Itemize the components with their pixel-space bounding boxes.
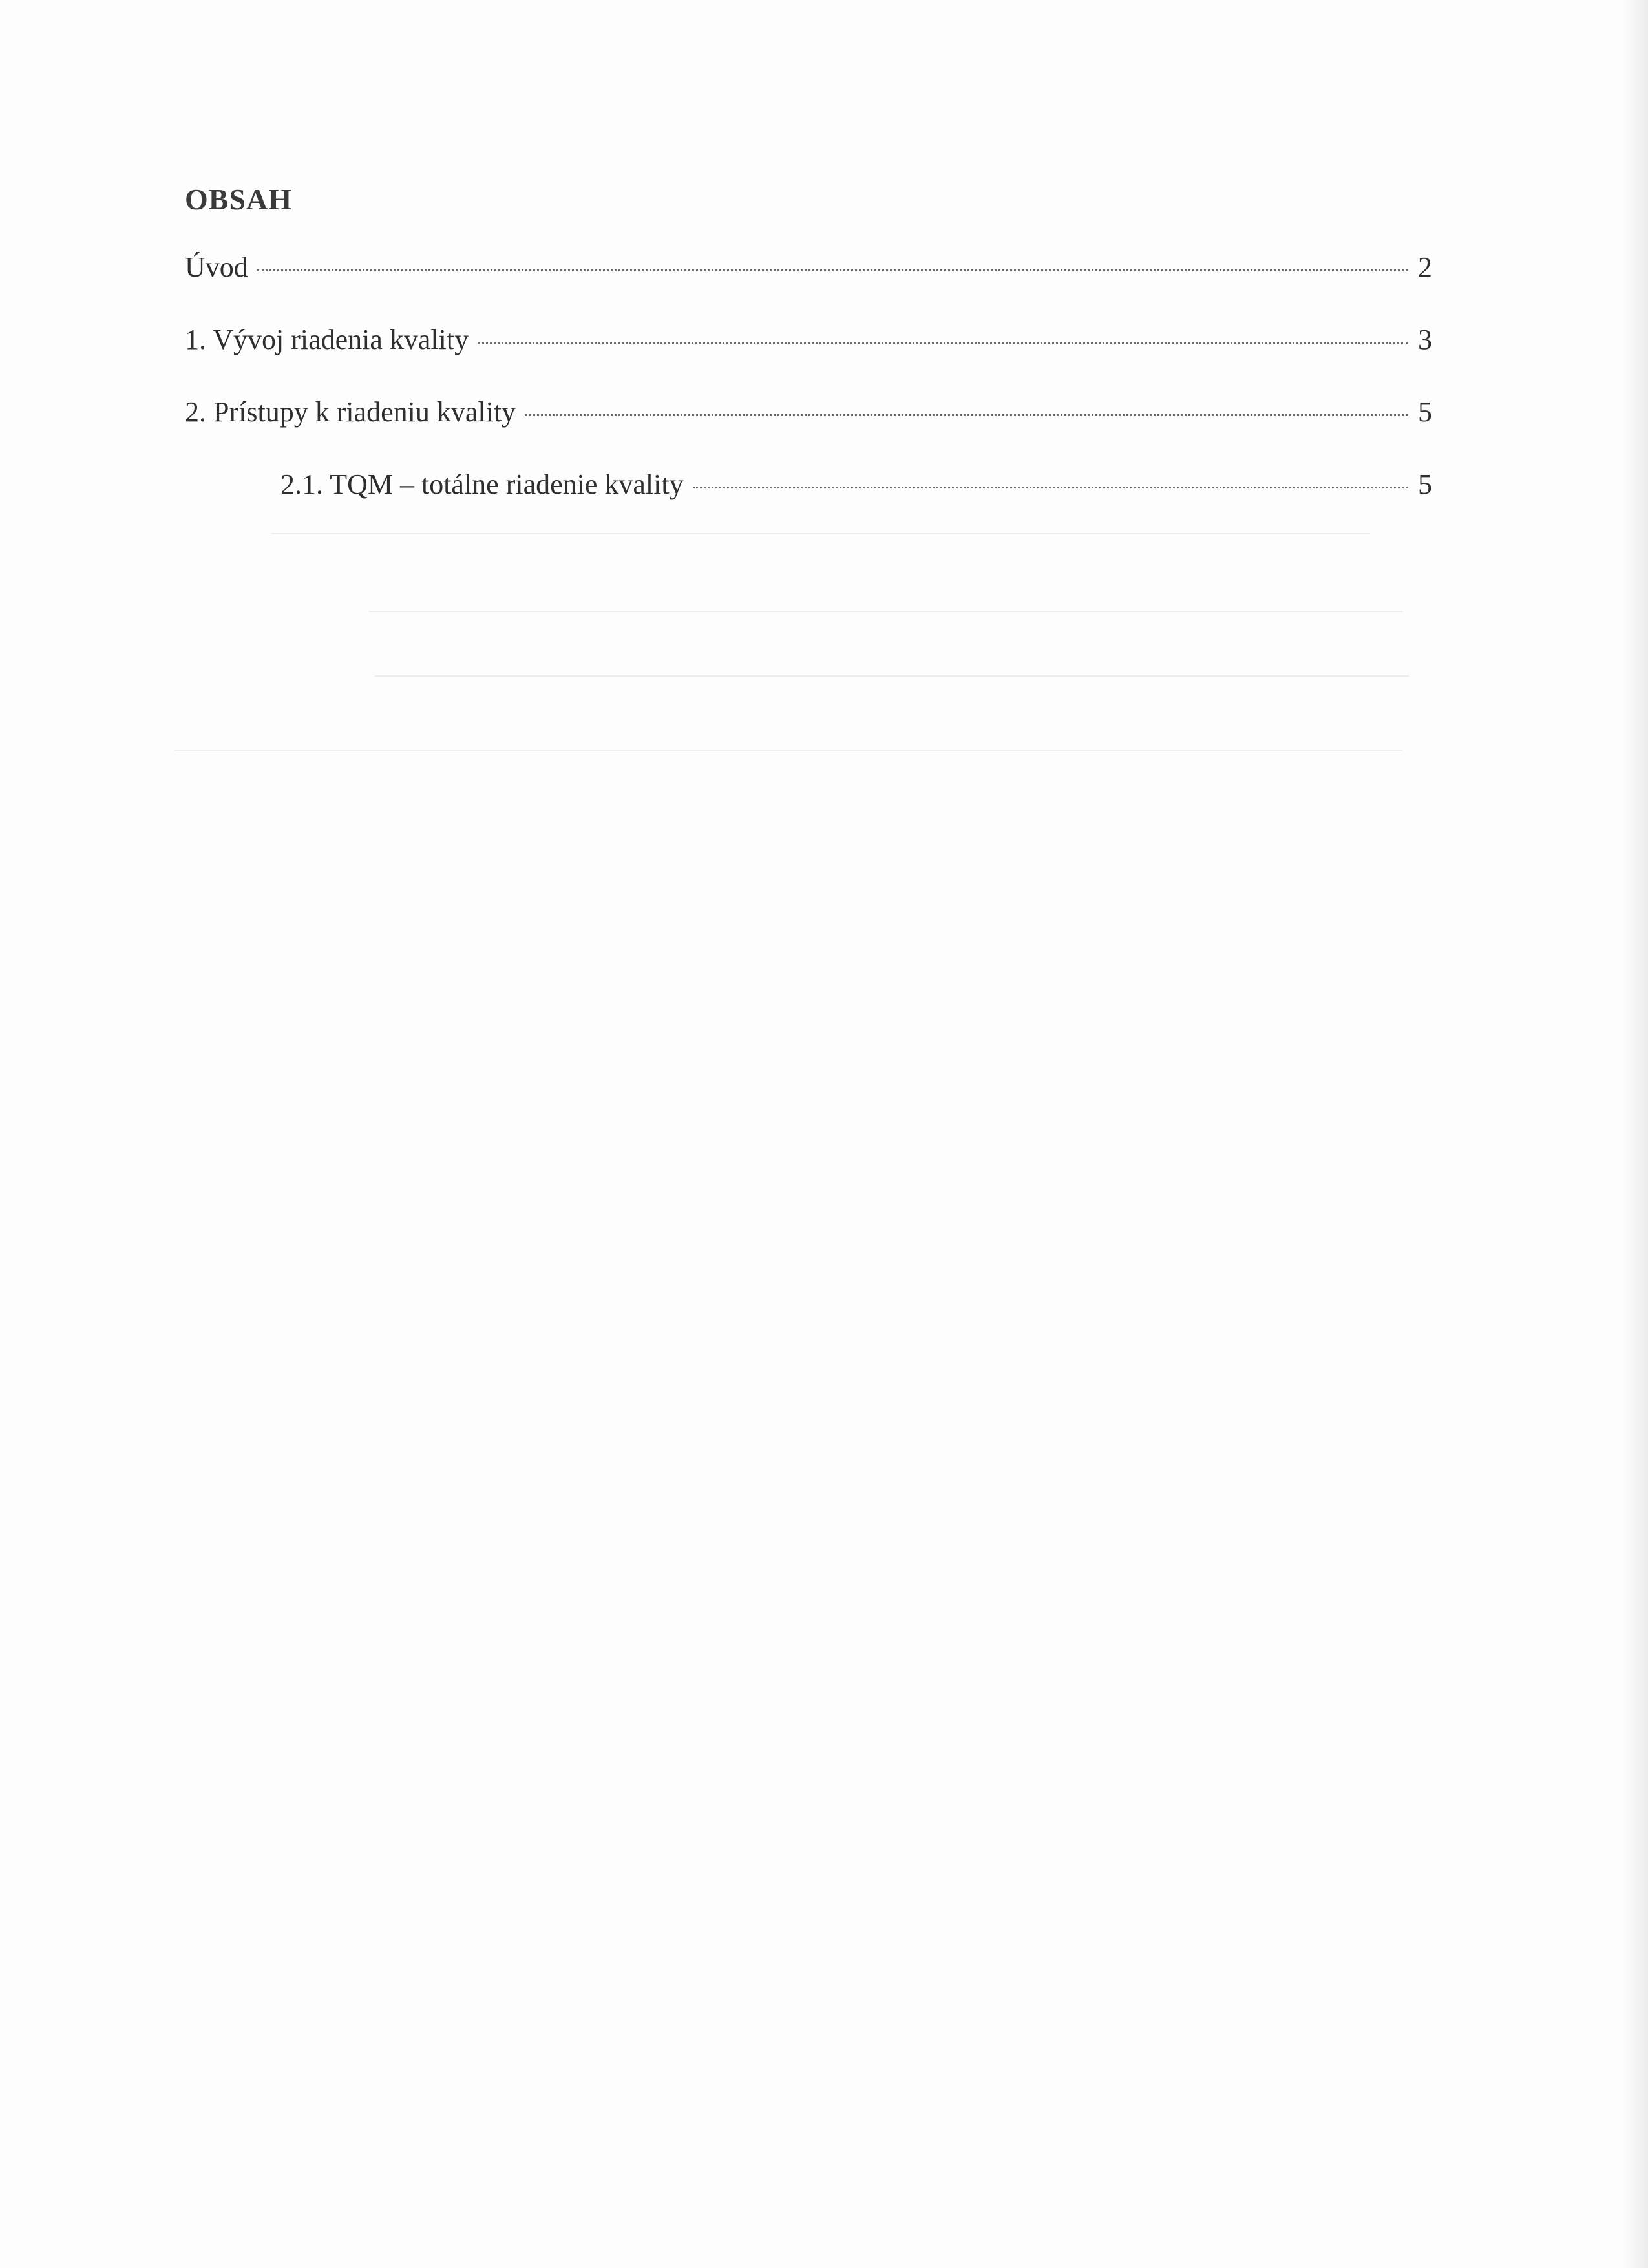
toc-dot-leader [693, 487, 1408, 488]
toc-dot-leader [525, 414, 1408, 416]
table-of-contents [185, 251, 1432, 540]
toc-dot-leader [478, 342, 1408, 344]
scan-artifact [368, 611, 1402, 612]
toc-entry-tqm [185, 468, 1432, 540]
toc-heading: OBSAH [185, 183, 293, 216]
toc-entry-pristupy [185, 395, 1432, 468]
scan-artifact [174, 750, 1402, 751]
toc-page-number: 5 [1418, 396, 1432, 428]
toc-entry-uvod [185, 251, 1432, 323]
toc-page-number: 5 [1418, 468, 1432, 500]
toc-entry-label: 1. Vývoj riadenia kvality [185, 324, 469, 355]
scan-edge-shadow [1622, 0, 1648, 2268]
toc-page-number: 3 [1418, 324, 1432, 355]
scan-artifact [271, 533, 1370, 534]
toc-entry-label: 2. Prístupy k riadeniu kvality [185, 396, 516, 428]
toc-entry-label: 2.1. TQM – totálne riadenie kvality [280, 468, 684, 500]
toc-dot-leader [257, 269, 1408, 271]
toc-page-number: 2 [1418, 251, 1432, 283]
toc-entry-vyvoj [185, 323, 1432, 395]
scan-artifact [375, 675, 1409, 677]
toc-entry-label: Úvod [185, 251, 248, 283]
